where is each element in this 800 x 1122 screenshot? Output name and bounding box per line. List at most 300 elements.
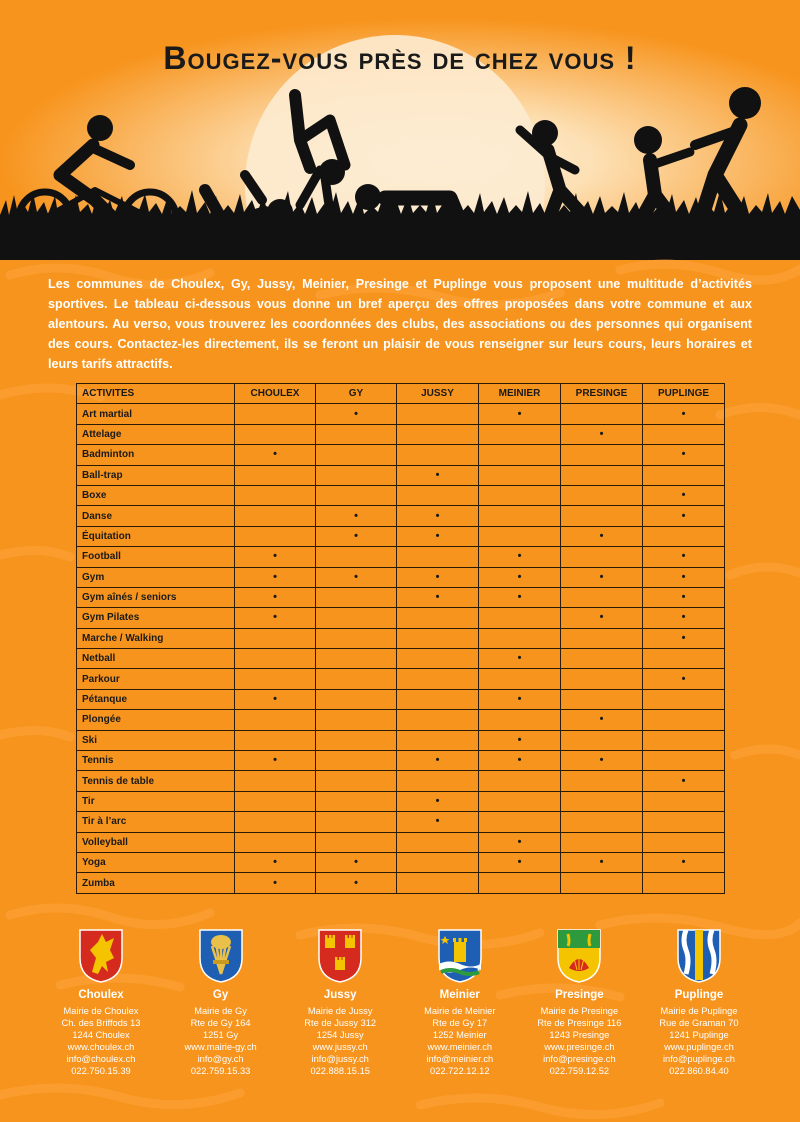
header-gy: GY <box>316 384 397 404</box>
availability-cell <box>397 445 479 465</box>
commune-contact-line: 022.860.84.40 <box>669 1066 729 1077</box>
table-row <box>77 445 725 465</box>
availability-dot: • <box>273 550 277 563</box>
availability-cell <box>561 485 643 505</box>
activity-name: Marche / Walking <box>77 628 235 648</box>
availability-cell <box>479 465 561 485</box>
availability-cell <box>397 404 479 424</box>
commune-link[interactable]: info@puplinge.ch <box>662 1054 735 1065</box>
availability-dot: • <box>273 754 277 767</box>
availability-dot: • <box>435 795 440 807</box>
commune-contact-line: 1254 Jussy <box>316 1030 364 1041</box>
commune-contact-line: 1243 Presinge <box>549 1030 610 1041</box>
availability-cell <box>235 812 316 832</box>
commune-link[interactable]: info@presinge.ch <box>543 1054 616 1065</box>
header-activites: ACTIVITES <box>77 384 235 404</box>
availability-cell <box>561 771 643 791</box>
table-row <box>77 771 725 791</box>
availability-cell <box>479 689 561 709</box>
activity-name: Tir <box>77 791 235 811</box>
wheat-sheaf-crest-icon <box>198 928 244 984</box>
availability-cell <box>397 669 479 689</box>
availability-dot: • <box>681 509 686 522</box>
availability-dot: • <box>681 611 686 624</box>
commune-contact-line: 1244 Choulex <box>72 1030 130 1041</box>
activity-name: Badminton <box>77 445 235 465</box>
commune-link[interactable]: www.puplinge.ch <box>664 1042 734 1053</box>
availability-cell <box>643 832 725 852</box>
availability-cell <box>397 547 479 567</box>
commune-contact-line: 022.750.15.39 <box>71 1066 131 1077</box>
availability-cell <box>235 873 316 893</box>
availability-cell <box>479 445 561 465</box>
availability-cell <box>316 404 397 424</box>
commune-contact-line: Mairie de Puplinge <box>660 1006 738 1016</box>
availability-cell <box>479 628 561 648</box>
commune-contact-line: Mairie de Meinier <box>424 1006 496 1016</box>
commune-contact-line: Rte de Gy 164 <box>190 1018 251 1029</box>
availability-cell <box>316 669 397 689</box>
activity-name: Plongée <box>77 710 235 730</box>
commune-link[interactable]: info@choulex.ch <box>66 1054 136 1065</box>
availability-cell <box>561 812 643 832</box>
availability-cell <box>643 465 725 485</box>
table-row <box>77 465 725 485</box>
availability-cell <box>235 649 316 669</box>
availability-dot: • <box>517 733 522 746</box>
availability-cell <box>479 730 561 750</box>
activity-name: Ball-trap <box>77 465 235 485</box>
availability-cell <box>479 485 561 505</box>
availability-cell <box>316 730 397 750</box>
availability-cell <box>479 832 561 852</box>
availability-cell <box>561 873 643 893</box>
table-row <box>77 649 725 669</box>
availability-cell <box>235 751 316 771</box>
header-puplinge: PUPLINGE <box>643 384 725 404</box>
availability-cell <box>397 608 479 628</box>
castles-crest-icon <box>317 928 363 984</box>
commune-link[interactable]: info@gy.ch <box>197 1054 244 1065</box>
availability-dot: • <box>517 550 522 563</box>
availability-cell <box>561 506 643 526</box>
table-row <box>77 628 725 648</box>
commune-link[interactable]: www.meinier.ch <box>427 1042 493 1053</box>
availability-dot: • <box>354 509 358 522</box>
availability-cell <box>316 547 397 567</box>
availability-dot: • <box>273 876 277 889</box>
activity-name: Ski <box>77 730 235 750</box>
availability-cell <box>643 587 725 607</box>
activity-name: Boxe <box>77 485 235 505</box>
table-row <box>77 791 725 811</box>
activity-name: Yoga <box>77 852 235 872</box>
activity-name: Pétanque <box>77 689 235 709</box>
table-header-row <box>77 384 725 404</box>
availability-dot: • <box>435 591 440 604</box>
availability-dot: • <box>273 856 277 869</box>
availability-cell <box>235 465 316 485</box>
availability-dot: • <box>435 570 440 583</box>
availability-cell <box>479 751 561 771</box>
availability-dot: • <box>681 631 686 644</box>
availability-dot: • <box>681 550 686 563</box>
commune-contact-line: 022.759.12.52 <box>549 1066 610 1077</box>
availability-cell <box>235 485 316 505</box>
availability-cell <box>643 751 725 771</box>
commune-contact-line: Mairie de Presinge <box>540 1006 619 1016</box>
table-row <box>77 812 725 832</box>
commune-contact-line: Ch. des Briffods 13 <box>61 1018 141 1029</box>
availability-dot: • <box>517 570 522 583</box>
availability-cell <box>643 873 725 893</box>
availability-cell <box>561 791 643 811</box>
table-row <box>77 751 725 771</box>
availability-cell <box>643 404 725 424</box>
availability-cell <box>397 771 479 791</box>
availability-cell <box>316 832 397 852</box>
availability-cell <box>479 608 561 628</box>
commune-jussy <box>281 926 399 1096</box>
griffin-crest-icon <box>78 928 124 984</box>
availability-dot: • <box>517 754 522 767</box>
availability-cell <box>235 445 316 465</box>
availability-dot: • <box>599 529 604 542</box>
availability-cell <box>561 710 643 730</box>
availability-cell <box>235 710 316 730</box>
availability-cell <box>316 873 397 893</box>
availability-cell <box>397 567 479 587</box>
availability-cell <box>316 852 397 872</box>
commune-name: Gy <box>212 989 229 1001</box>
availability-cell <box>643 628 725 648</box>
table-row <box>77 424 725 444</box>
availability-cell <box>643 812 725 832</box>
availability-dot: • <box>435 754 440 767</box>
activity-name: Football <box>77 547 235 567</box>
header-choulex: CHOULEX <box>235 384 316 404</box>
availability-dot: • <box>681 672 686 685</box>
activities-table <box>76 383 725 894</box>
availability-cell <box>561 608 643 628</box>
commune-presinge <box>520 926 638 1096</box>
availability-cell <box>316 567 397 587</box>
commune-contact-line: 1252 Meinier <box>432 1030 487 1041</box>
availability-cell <box>479 547 561 567</box>
availability-cell <box>316 689 397 709</box>
availability-cell <box>561 628 643 648</box>
availability-cell <box>397 812 479 832</box>
activity-name: Tennis de table <box>77 771 235 791</box>
availability-cell <box>561 669 643 689</box>
table-row <box>77 873 725 893</box>
availability-dot: • <box>273 693 277 706</box>
availability-dot: • <box>517 652 522 665</box>
availability-cell <box>316 710 397 730</box>
availability-cell <box>397 751 479 771</box>
availability-cell <box>397 424 479 444</box>
commune-contact <box>520 1005 638 1078</box>
availability-cell <box>397 628 479 648</box>
availability-dot: • <box>273 448 277 461</box>
availability-cell <box>235 628 316 648</box>
availability-dot: • <box>273 570 277 583</box>
availability-cell <box>316 424 397 444</box>
availability-cell <box>561 751 643 771</box>
commune-contact-line: 022.722.12.12 <box>430 1066 490 1077</box>
availability-cell <box>561 587 643 607</box>
activity-name: Zumba <box>77 873 235 893</box>
availability-cell <box>316 485 397 505</box>
commune-link[interactable]: www.choulex.ch <box>67 1042 135 1053</box>
commune-link[interactable]: www.jussy.ch <box>312 1042 368 1053</box>
commune-name: Presinge <box>555 989 604 1001</box>
commune-gy <box>162 926 280 1096</box>
table-row <box>77 689 725 709</box>
availability-cell <box>235 608 316 628</box>
commune-name: Puplinge <box>674 989 724 1001</box>
availability-dot: • <box>517 407 522 420</box>
availability-cell <box>479 649 561 669</box>
availability-dot: • <box>517 856 522 869</box>
availability-cell <box>479 873 561 893</box>
activity-name: Netball <box>77 649 235 669</box>
availability-dot: • <box>599 713 604 726</box>
tower-crest-icon <box>437 928 483 984</box>
availability-dot: • <box>273 591 277 604</box>
commune-choulex <box>42 926 160 1096</box>
availability-cell <box>235 587 316 607</box>
activity-name: Tir à l’arc <box>77 812 235 832</box>
availability-dot: • <box>599 754 604 767</box>
intro-paragraph: Les communes de Choulex, Gy, Jussy, Meinier, Presinge et Puplinge vous proposent une multitude d’activités sportives. Le tableau ci-dessous vous donne un bref aperçu des offres proposées dans votre commune et aux alentours. Au verso, vous trouverez les coordonnées des clubs, des associations ou des personnes qui organisent des cours. Contactez-les directement, ils se feront un plaisir de vous renseigner sur leurs cours, leurs horaires et leurs tarifs attractifs. <box>48 277 752 371</box>
commune-puplinge <box>640 926 758 1096</box>
availability-cell <box>316 445 397 465</box>
header-presinge: PRESINGE <box>561 384 643 404</box>
availability-dot: • <box>599 856 604 869</box>
availability-dot: • <box>435 815 440 828</box>
availability-dot: • <box>517 693 522 706</box>
activity-name: Tennis <box>77 751 235 771</box>
activity-name: Équitation <box>77 526 235 546</box>
availability-cell <box>561 424 643 444</box>
availability-cell <box>643 649 725 669</box>
activity-name: Danse <box>77 506 235 526</box>
availability-dot: • <box>354 876 358 889</box>
availability-cell <box>235 832 316 852</box>
availability-cell <box>235 526 316 546</box>
availability-cell <box>235 771 316 791</box>
activity-name: Parkour <box>77 669 235 689</box>
availability-dot: • <box>681 570 686 583</box>
availability-cell <box>235 567 316 587</box>
availability-cell <box>479 669 561 689</box>
availability-cell <box>561 404 643 424</box>
availability-cell <box>235 547 316 567</box>
availability-cell <box>479 812 561 832</box>
availability-cell <box>235 424 316 444</box>
commune-contact-line: Mairie de Jussy <box>307 1006 373 1016</box>
availability-cell <box>643 791 725 811</box>
availability-cell <box>479 587 561 607</box>
commune-link[interactable]: www.mairie-gy.ch <box>184 1042 257 1053</box>
commune-contact <box>401 1005 519 1078</box>
availability-cell <box>561 649 643 669</box>
shell-crest-icon <box>556 928 602 984</box>
availability-cell <box>397 506 479 526</box>
availability-cell <box>235 669 316 689</box>
availability-cell <box>235 506 316 526</box>
availability-cell <box>397 465 479 485</box>
header-jussy: JUSSY <box>397 384 479 404</box>
availability-cell <box>643 689 725 709</box>
table-row <box>77 852 725 872</box>
commune-contact <box>42 1005 160 1078</box>
activity-name: Attelage <box>77 424 235 444</box>
table-row <box>77 669 725 689</box>
availability-cell <box>643 710 725 730</box>
table-row <box>77 547 725 567</box>
availability-cell <box>397 832 479 852</box>
availability-cell <box>316 506 397 526</box>
availability-cell <box>479 526 561 546</box>
availability-cell <box>397 730 479 750</box>
availability-dot: • <box>354 529 358 542</box>
commune-contact <box>281 1005 399 1078</box>
availability-cell <box>643 547 725 567</box>
availability-cell <box>235 791 316 811</box>
availability-cell <box>316 791 397 811</box>
availability-cell <box>643 852 725 872</box>
activity-name: Gym Pilates <box>77 608 235 628</box>
commune-contact-line: Rte de Gy 17 <box>432 1018 488 1029</box>
availability-dot: • <box>517 835 522 848</box>
availability-dot: • <box>681 407 686 420</box>
availability-cell <box>397 710 479 730</box>
availability-dot: • <box>354 856 358 869</box>
availability-dot: • <box>354 407 358 420</box>
page-title: Bougez-vous près de chez vous ! <box>163 40 637 76</box>
availability-dot: • <box>354 570 358 583</box>
availability-cell <box>643 526 725 546</box>
communes-footer <box>42 926 758 1096</box>
table-row <box>77 404 725 424</box>
commune-link[interactable]: www.presinge.ch <box>544 1042 615 1053</box>
availability-cell <box>561 526 643 546</box>
availability-cell <box>316 812 397 832</box>
availability-cell <box>643 608 725 628</box>
availability-cell <box>643 669 725 689</box>
hero-illustration <box>0 0 800 260</box>
activity-name: Art martial <box>77 404 235 424</box>
availability-dot: • <box>435 468 440 481</box>
availability-cell <box>561 547 643 567</box>
availability-cell <box>561 852 643 872</box>
availability-cell <box>316 649 397 669</box>
availability-dot: • <box>517 591 522 604</box>
commune-contact-line: Mairie de Gy <box>194 1006 247 1016</box>
availability-cell <box>316 628 397 648</box>
commune-name: Meinier <box>439 989 480 1001</box>
availability-cell <box>643 485 725 505</box>
availability-cell <box>479 404 561 424</box>
commune-link[interactable]: info@jussy.ch <box>311 1054 369 1065</box>
activity-name: Gym aînés / seniors <box>77 587 235 607</box>
commune-contact-line: 1251 Gy <box>203 1030 239 1041</box>
availability-cell <box>479 424 561 444</box>
commune-name: Choulex <box>78 989 124 1001</box>
availability-cell <box>479 791 561 811</box>
availability-cell <box>561 567 643 587</box>
availability-cell <box>643 506 725 526</box>
availability-dot: • <box>681 774 686 787</box>
availability-cell <box>397 587 479 607</box>
availability-cell <box>235 404 316 424</box>
availability-cell <box>397 689 479 709</box>
availability-cell <box>561 465 643 485</box>
table-row <box>77 506 725 526</box>
commune-meinier <box>401 926 519 1096</box>
commune-name: Jussy <box>323 989 357 1001</box>
commune-contact-line: Mairie de Choulex <box>63 1006 139 1016</box>
commune-contact-line: Rte de Presinge 116 <box>537 1018 622 1029</box>
availability-cell <box>397 649 479 669</box>
availability-cell <box>316 751 397 771</box>
availability-cell <box>316 465 397 485</box>
wavy-stripes-crest-icon <box>676 928 722 984</box>
availability-cell <box>561 689 643 709</box>
availability-cell <box>643 730 725 750</box>
commune-contact-line: 022.759.15.33 <box>190 1066 251 1077</box>
commune-contact-line: 022.888.15.15 <box>310 1066 370 1077</box>
availability-cell <box>479 852 561 872</box>
table-row <box>77 730 725 750</box>
activity-name: Gym <box>77 567 235 587</box>
availability-dot: • <box>273 611 277 624</box>
availability-dot: • <box>599 427 604 440</box>
commune-contact-line: 1241 Puplinge <box>669 1030 729 1041</box>
availability-cell <box>316 608 397 628</box>
availability-cell <box>643 424 725 444</box>
availability-cell <box>479 771 561 791</box>
availability-cell <box>397 526 479 546</box>
availability-cell <box>235 730 316 750</box>
availability-dot: • <box>435 529 440 542</box>
availability-dot: • <box>681 856 686 869</box>
availability-cell <box>479 567 561 587</box>
availability-cell <box>643 771 725 791</box>
availability-cell <box>561 730 643 750</box>
header-meinier: MEINIER <box>479 384 561 404</box>
availability-dot: • <box>681 591 686 604</box>
availability-cell <box>397 852 479 872</box>
availability-cell <box>397 485 479 505</box>
availability-dot: • <box>599 570 604 583</box>
table-row <box>77 608 725 628</box>
commune-link[interactable]: info@meinier.ch <box>426 1054 494 1065</box>
commune-contact <box>162 1005 280 1078</box>
availability-dot: • <box>435 509 440 522</box>
availability-cell <box>316 526 397 546</box>
commune-contact-line: Rue de Graman 70 <box>659 1018 739 1029</box>
commune-contact-line: Rte de Jussy 312 <box>304 1018 377 1029</box>
availability-cell <box>316 587 397 607</box>
availability-cell <box>397 791 479 811</box>
availability-dot: • <box>681 448 686 461</box>
availability-dot: • <box>599 611 604 624</box>
activity-name: Volleyball <box>77 832 235 852</box>
table-row <box>77 587 725 607</box>
